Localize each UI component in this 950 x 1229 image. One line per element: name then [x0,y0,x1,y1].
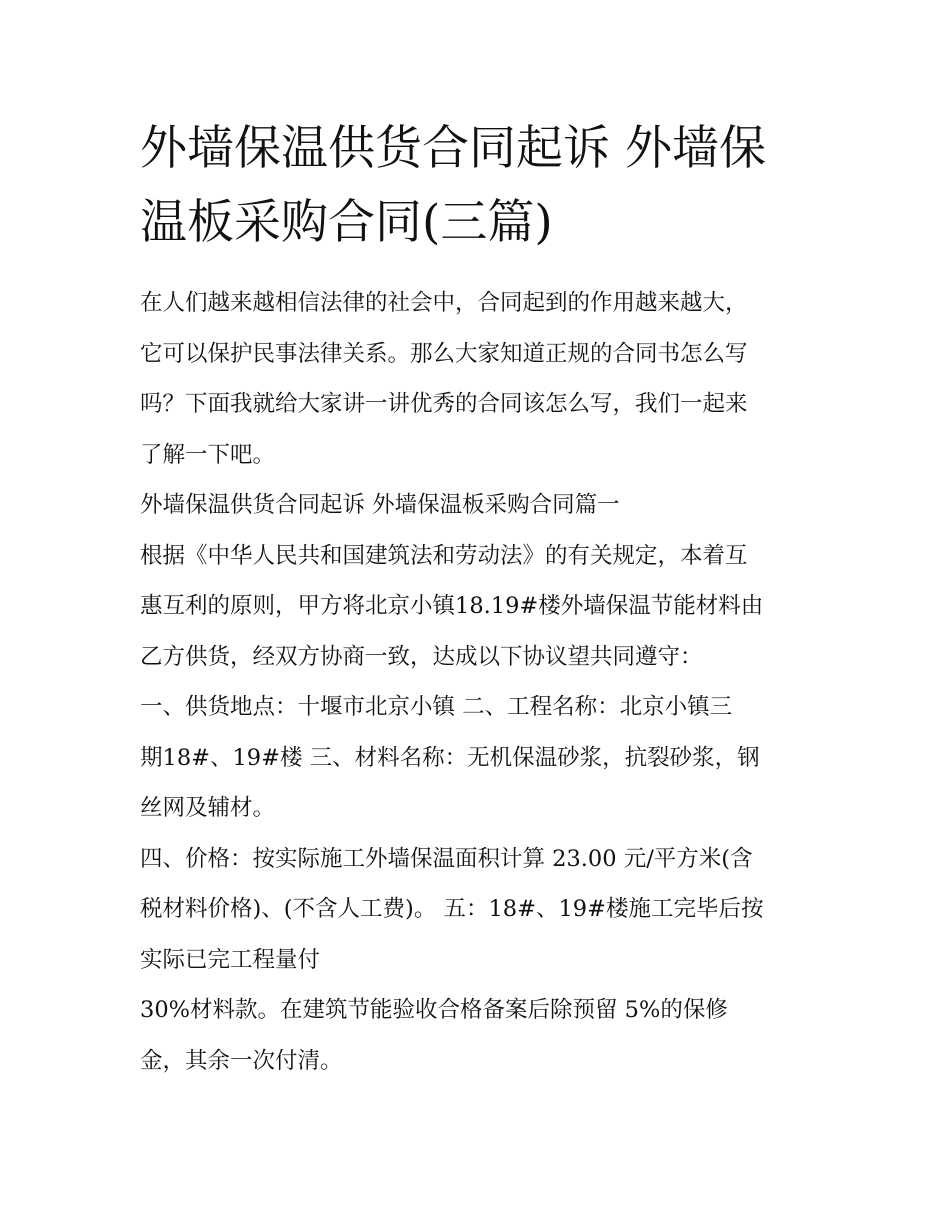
text-line: 它可以保护民事法律关系。那么大家知道正规的合同书怎么写 [140,340,748,367]
text-line: 税材料价格)、(不含人工费)。 五：18#、19#楼施工完毕后按 [140,896,764,922]
text-line: 惠互利的原则，甲方将北京小镇18.19#楼外墙保温节能材料由 [140,593,764,619]
title-line: 温板采购合同(三篇) [140,195,553,250]
contract-clauses-4-5 [140,834,820,986]
text-line: 了解一下吧。 [140,441,276,468]
text-line: 30%材料款。在建筑节能验收合格备案后除预留 5%的保修 [140,997,728,1023]
text-line: 乙方供货，经双方协商一致，达成以下协议望共同遵守： [140,643,703,670]
document-body [140,278,820,1086]
section-heading [140,480,820,531]
text-line: 实际已完工程量付 [140,946,321,973]
contract-preamble [140,531,820,683]
text-line: 一、供货地点：十堰市北京小镇 二、工程名称：北京小镇三 [140,694,733,720]
contract-clauses-1-3 [140,682,820,834]
intro-paragraph [140,278,820,480]
payment-terms [140,985,820,1086]
text-line: 在人们越来越相信法律的社会中，合同起到的作用越来越大， [140,290,748,316]
text-line: 期18#、19#楼 三、材料名称：无机保温砂浆，抗裂砂浆，钢 [140,744,760,771]
text-line: 金，其余一次付清。 [140,1047,343,1074]
text-line: 根据《中华人民共和国建筑法和劳动法》的有关规定，本着互 [140,542,748,569]
text-line: 外墙保温供货合同起诉 外墙保温板采购合同篇一 [140,492,620,518]
text-line: 吗？下面我就给大家讲一讲优秀的合同该怎么写，我们一起来 [140,391,748,417]
text-line: 丝网及辅材。 [140,795,276,821]
title-line: 外墙保温供货合同起诉 外墙保 [140,121,766,176]
document-title [140,112,830,260]
text-line: 四、价格：按实际施工外墙保温面积计算 23.00 元/平方米(含 [140,845,753,872]
